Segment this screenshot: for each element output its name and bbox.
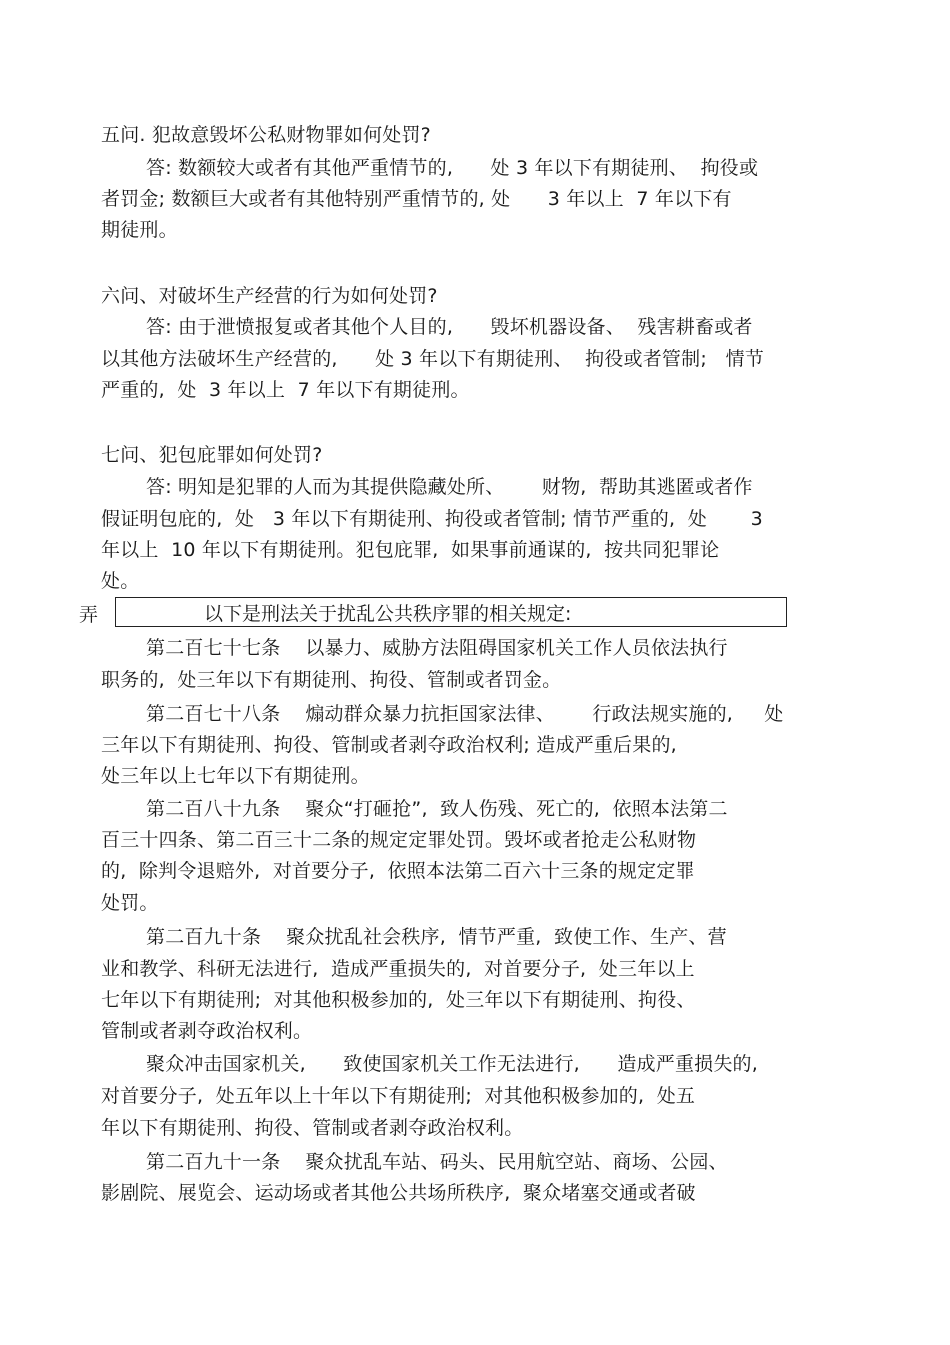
article-277-line-2: 职务的, 处三年以下有期徒刑、拘役、管制或者罚金。 bbox=[101, 669, 562, 691]
answer-5-line-3: 期徒刑。 bbox=[101, 219, 178, 241]
answer-7-line-3: 年以上 10 年以下有期徒刑。犯包庇罪, 如果事前通谋的, 按共同犯罪论 bbox=[101, 539, 720, 561]
article-278-line-3: 处三年以上七年以下有期徒刑。 bbox=[101, 765, 370, 787]
box-heading: 以下是刑法关于扰乱公共秩序罪的相关规定: bbox=[204, 603, 572, 625]
article-290-para2-line-1: 聚众冲击国家机关, 致使国家机关工作无法进行, 造成严重损失的, bbox=[146, 1053, 758, 1075]
answer-7-line-4: 处。 bbox=[101, 570, 140, 592]
answer-7-line-1: 答: 明知是犯罪的人而为其提供隐藏处所、 财物, 帮助其逃匿或者作 bbox=[146, 476, 753, 498]
article-290-line-4: 管制或者剥夺政治权利。 bbox=[101, 1020, 313, 1042]
answer-5-line-2: 者罚金; 数额巨大或者有其他特别严重情节的, 处 3 年以上 7 年以下有 bbox=[101, 188, 732, 210]
article-290-line-2: 业和教学、科研无法进行, 造成严重损失的, 对首要分子, 处三年以上 bbox=[101, 958, 695, 980]
article-291-line-2: 影剧院、展览会、运动场或者其他公共场所秩序, 聚众堵塞交通或者破 bbox=[101, 1182, 696, 1204]
article-289-line-1: 第二百八十九条 聚众“打砸抢”, 致人伤残、死亡的, 依照本法第二 bbox=[146, 798, 728, 820]
question-5: 五问. 犯故意毁坏公私财物罪如何处罚? bbox=[101, 124, 431, 146]
article-290-line-3: 七年以下有期徒刑; 对其他积极参加的, 处三年以下有期徒刑、拘役、 bbox=[101, 989, 696, 1011]
answer-5-line-1: 答: 数额较大或者有其他严重情节的, 处 3 年以下有期徒刑、 拘役或 bbox=[146, 157, 759, 179]
article-289-line-3: 的, 除判令退赔外, 对首要分子, 依照本法第二百六十三条的规定定罪 bbox=[101, 860, 695, 882]
answer-6-line-2: 以其他方法破坏生产经营的, 处 3 年以下有期徒刑、 拘役或者管制; 情节 bbox=[101, 348, 765, 370]
article-290-para2-line-3: 年以下有期徒刑、拘役、管制或者剥夺政治权利。 bbox=[101, 1117, 524, 1139]
article-290-line-1: 第二百九十条 聚众扰乱社会秩序, 情节严重, 致使工作、生产、营 bbox=[146, 926, 727, 948]
article-277-line-1: 第二百七十七条 以暴力、威胁方法阻碍国家机关工作人员依法执行 bbox=[146, 637, 728, 659]
answer-7-line-2: 假证明包庇的, 处 3 年以下有期徒刑、拘役或者管制; 情节严重的, 处 3 bbox=[101, 508, 763, 530]
article-290-para2-line-2: 对首要分子, 处五年以上十年以下有期徒刑; 对其他积极参加的, 处五 bbox=[101, 1085, 696, 1107]
answer-6-line-1: 答: 由于泄愤报复或者其他个人目的, 毁坏机器设备、 残害耕畜或者 bbox=[146, 316, 753, 338]
margin-mark: 弄 bbox=[79, 604, 99, 626]
question-7: 七问、犯包庇罪如何处罚? bbox=[101, 444, 323, 466]
article-291-line-1: 第二百九十一条 聚众扰乱车站、码头、民用航空站、商场、公园、 bbox=[146, 1151, 728, 1173]
article-278-line-2: 三年以下有期徒刑、拘役、管制或者剥夺政治权利; 造成严重后果的, bbox=[101, 734, 677, 756]
article-289-line-4: 处罚。 bbox=[101, 892, 159, 914]
answer-6-line-3: 严重的, 处 3 年以上 7 年以下有期徒刑。 bbox=[101, 379, 470, 401]
article-289-line-2: 百三十四条、第二百三十二条的规定定罪处罚。毁坏或者抢走公私财物 bbox=[101, 829, 697, 851]
question-6: 六问、对破坏生产经营的行为如何处罚? bbox=[101, 285, 438, 307]
article-278-line-1: 第二百七十八条 煽动群众暴力抗拒国家法律、 行政法规实施的, 处 bbox=[146, 703, 784, 725]
